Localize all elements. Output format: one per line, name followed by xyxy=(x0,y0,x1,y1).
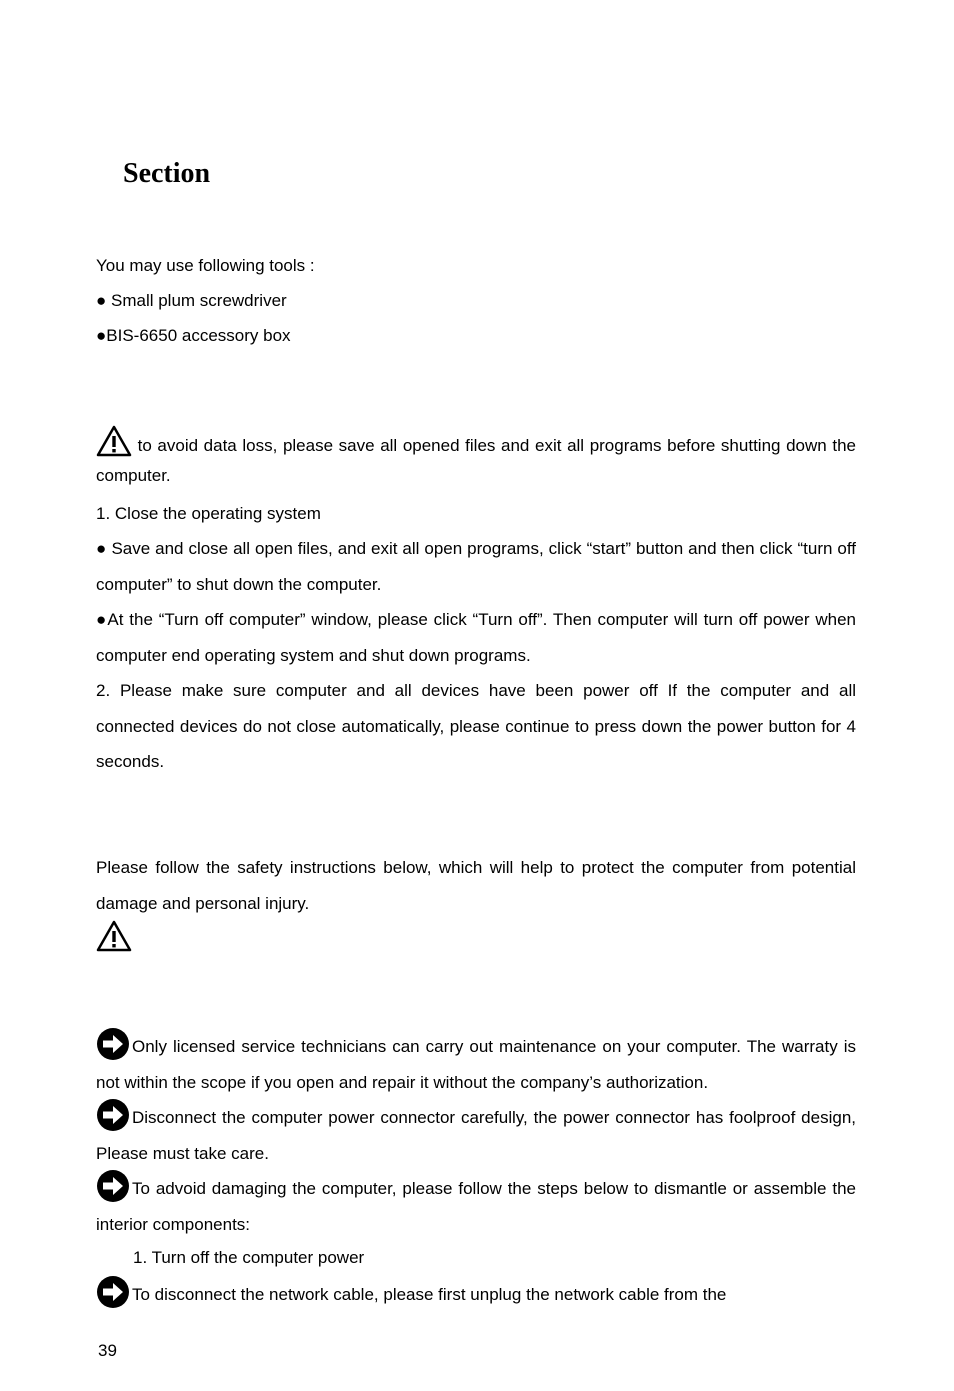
arrow-right-circle-icon xyxy=(96,1027,130,1061)
arrow-right-circle-icon xyxy=(96,1098,130,1132)
shutdown-warning xyxy=(96,425,856,491)
safety-item-dismantle-text: To advoid damaging the computer, please follow the steps below to dismantle or assemble the interior components: xyxy=(96,1179,856,1234)
safety-item-power-connector xyxy=(96,1098,856,1171)
shutdown-step1-bullet1: ● Save and close all open files, and exit all open programs, click “start” button and then click “turn off computer” to shut down the computer. xyxy=(96,539,856,594)
arrow-right-circle-icon xyxy=(96,1275,130,1309)
tools-item-screwdriver: ● Small plum screwdriver xyxy=(96,291,287,310)
safety-item-licensed xyxy=(96,1027,856,1100)
safety-substep-power-off: 1. Turn off the computer power xyxy=(133,1248,365,1267)
safety-item-licensed-text: Only licensed service technicians can carry out maintenance on your computer. The warraty is not within the scope if you open and repair it without the company’s authorization. xyxy=(96,1037,856,1092)
safety-intro: Please follow the safety instructions below, which will help to protect the computer from potential damage and personal injury. xyxy=(96,858,856,913)
safety-item-network-cable xyxy=(96,1275,856,1313)
safety-item-dismantle xyxy=(96,1169,856,1242)
safety-item-network-cable-text: To disconnect the network cable, please first unplug the network cable from the xyxy=(132,1285,727,1304)
tools-item-accessory-box: ●BIS-6650 accessory box xyxy=(96,326,291,345)
page-number: 39 xyxy=(98,1341,117,1360)
arrow-right-circle-icon xyxy=(96,1169,130,1203)
warning-icon xyxy=(96,425,132,457)
section-heading: Section xyxy=(123,158,211,189)
shutdown-step1-title: 1. Close the operating system xyxy=(96,504,321,523)
tools-intro: You may use following tools : xyxy=(96,256,315,275)
shutdown-warning-text: to avoid data loss, please save all opened files and exit all programs before shutting down the computer. xyxy=(96,436,856,485)
safety-item-power-connector-text: Disconnect the computer power connector carefully, the power connector has foolproof design, Please must take care. xyxy=(96,1108,856,1163)
shutdown-step1-bullet2: ●At the “Turn off computer” window, please click “Turn off”. Then computer will turn off power when computer end operating system and shut down programs. xyxy=(96,610,856,665)
shutdown-step2: 2. Please make sure computer and all devices have been power off If the computer and all connected devices do not close automatically, please continue to press down the power button for 4 seconds. xyxy=(96,681,856,771)
safety-warning-icon xyxy=(96,920,132,957)
